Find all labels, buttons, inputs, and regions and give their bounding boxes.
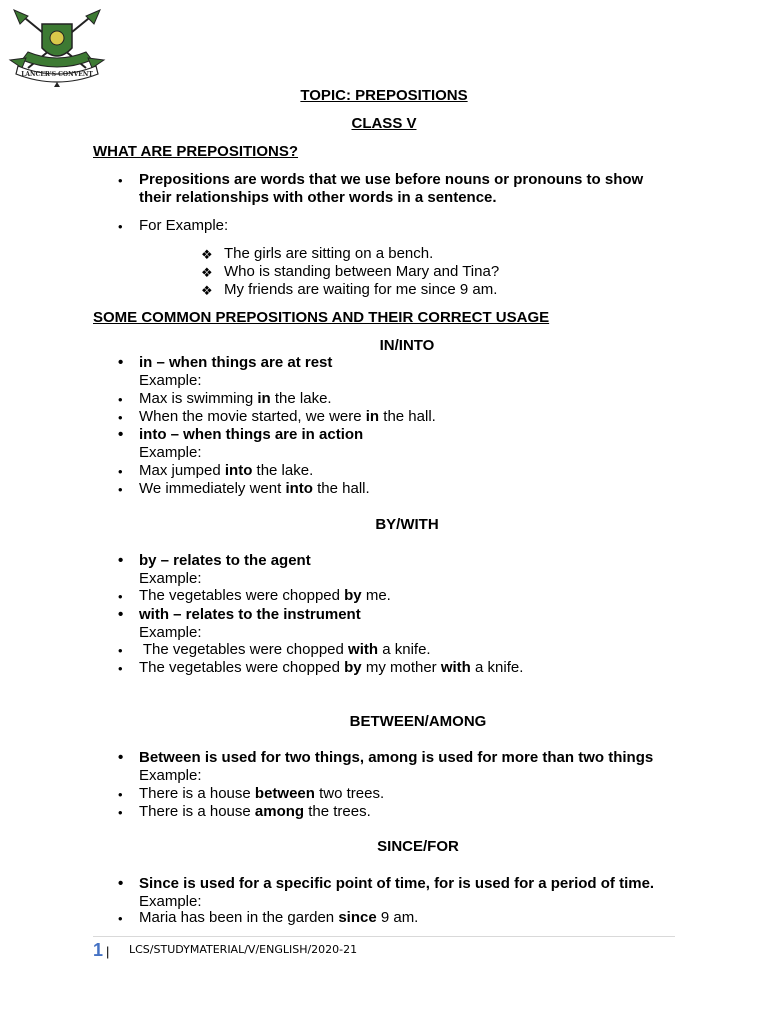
into-rule: into – when things are in action — [139, 426, 364, 443]
diamond-bullet-icon: ❖ — [201, 265, 213, 280]
between-among-heading: BETWEEN/AMONG — [349, 713, 487, 730]
example-label: Example: — [139, 767, 202, 784]
diamond-bullet-icon: ❖ — [201, 247, 213, 262]
common-title: SOME COMMON PREPOSITIONS AND THEIR CORRECT USAGE — [93, 309, 550, 326]
in-rule: in – when things are at rest — [139, 354, 333, 371]
topic-heading: TOPIC: PREPOSITIONS — [300, 87, 468, 104]
bullet-icon: • — [118, 482, 123, 497]
intro-title: WHAT ARE PREPOSITIONS? — [93, 143, 299, 160]
by-with-heading: BY/WITH — [375, 516, 439, 533]
bullet-icon: • — [118, 219, 123, 234]
example-label: Example: — [139, 624, 202, 641]
bullet-icon: • — [118, 911, 123, 926]
intro-example: My friends are waiting for me since 9 am. — [224, 281, 498, 298]
in-example-2: When the movie started, we were in the hall. — [139, 408, 436, 425]
bullet-icon: • — [118, 589, 123, 604]
between-among-rule: Between is used for two things, among is used for more than two things — [139, 749, 654, 766]
intro-example: The girls are sitting on a bench. — [224, 245, 434, 262]
diamond-bullet-icon: ❖ — [201, 283, 213, 298]
since-for-rule: Since is used for a specific point of time, for is used for a period of time. — [139, 875, 655, 892]
class-heading: CLASS V — [351, 115, 417, 132]
bullet-icon: • — [118, 661, 123, 676]
bullet-icon: • — [118, 643, 123, 658]
with-rule: with – relates to the instrument — [139, 606, 361, 623]
in-into-heading: IN/INTO — [379, 337, 435, 354]
since-example: Maria has been in the garden since 9 am. — [139, 909, 419, 926]
example-label: For Example: — [139, 217, 229, 234]
bullet-icon: • — [118, 787, 123, 802]
example-label: Example: — [139, 893, 202, 910]
example-label: Example: — [139, 570, 202, 587]
into-example-1: Max jumped into the lake. — [139, 462, 314, 479]
bullet-icon: • — [118, 805, 123, 820]
in-example-1: Max is swimming in the lake. — [139, 390, 332, 407]
among-example: There is a house among the trees. — [139, 803, 371, 820]
example-label: Example: — [139, 372, 202, 389]
page-number: 1 — [93, 940, 104, 960]
bullet-icon: • — [118, 464, 123, 479]
bullet-icon: • — [118, 749, 124, 766]
by-with-example: The vegetables were chopped by my mother with a knife. — [139, 659, 524, 676]
school-crest-icon — [6, 8, 108, 88]
footer-text: LCS/STUDYMATERIAL/V/ENGLISH/2020-21 — [129, 943, 358, 956]
example-label: Example: — [139, 444, 202, 461]
between-example: There is a house between two trees. — [139, 785, 385, 802]
footer-divider — [93, 936, 675, 937]
since-for-heading: SINCE/FOR — [377, 838, 459, 855]
definition-text: Prepositions are words that we use before nouns or pronouns to show their relationships with other words in a sentence. — [139, 171, 644, 206]
footer-separator: | — [106, 944, 110, 959]
bullet-icon: • — [118, 410, 123, 425]
bullet-icon: • — [118, 426, 124, 443]
by-rule: by – relates to the agent — [139, 552, 311, 569]
bullet-icon: • — [118, 875, 124, 892]
bullet-icon: • — [118, 606, 124, 623]
school-logo — [6, 8, 108, 88]
with-example-1: The vegetables were chopped with a knife. — [139, 641, 431, 658]
bullet-icon: • — [118, 552, 124, 569]
bullet-icon: • — [118, 354, 124, 371]
logo-ribbon-text: LANCER'S CONVENT — [21, 71, 93, 78]
by-example-1: The vegetables were chopped by me. — [139, 587, 391, 604]
bullet-icon: • — [118, 392, 123, 407]
intro-example: Who is standing between Mary and Tina? — [224, 263, 500, 280]
bullet-icon: • — [118, 173, 123, 188]
into-example-2: We immediately went into the hall. — [139, 480, 370, 497]
